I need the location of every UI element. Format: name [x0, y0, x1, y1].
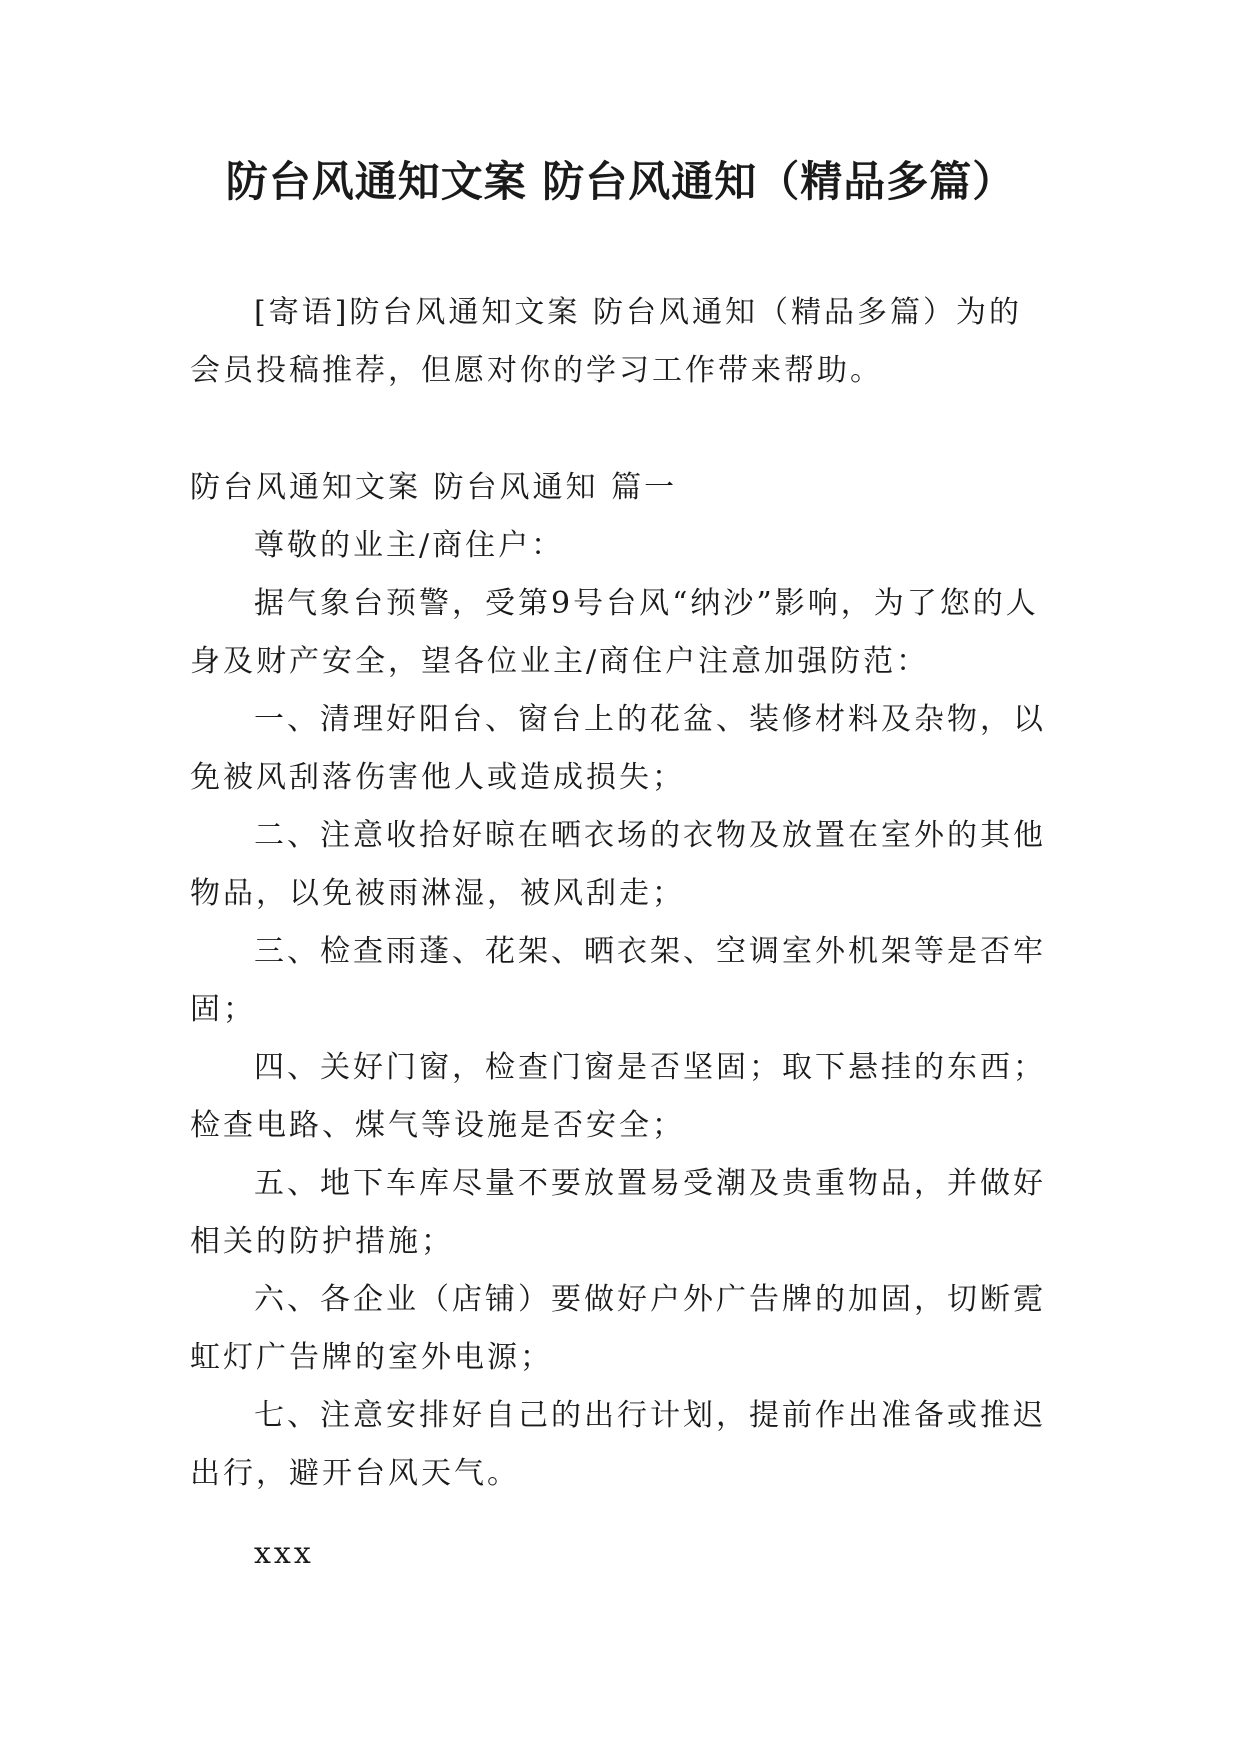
- body-paragraph: 三、检查雨蓬、花架、晒衣架、空调室外机架等是否牢固；: [190, 934, 1046, 1027]
- intro-block: [190, 284, 1052, 400]
- body-paragraph: 据气象台预警，受第9号台风“纳沙”影响，为了您的人身及财产安全，望各位业主/商住户注意加强防范：: [190, 586, 1039, 679]
- section-heading: 防台风通知文案 防台风通知 篇一: [190, 470, 678, 505]
- section-block: [190, 459, 1052, 1583]
- salutation: 尊敬的业主/商住户：: [254, 528, 565, 563]
- body-paragraph: 七、注意安排好自己的出行计划，提前作出准备或推迟出行，避开台风天气。: [190, 1398, 1046, 1491]
- body-paragraph: 六、各企业（店铺）要做好户外广告牌的加固，切断霓虹灯广告牌的室外电源；: [190, 1282, 1046, 1375]
- body-paragraph: 二、注意收拾好晾在晒衣场的衣物及放置在室外的其他物品，以免被雨淋湿，被风刮走；: [190, 818, 1046, 911]
- document-title: 防台风通知文案 防台风通知（精品多篇）: [225, 157, 1016, 206]
- body-paragraph: 五、地下车库尽量不要放置易受潮及贵重物品，并做好相关的防护措施；: [190, 1166, 1046, 1259]
- body-paragraph: 四、关好门窗，检查门窗是否坚固；取下悬挂的东西；检查电路、煤气等设施是否安全；: [190, 1050, 1046, 1143]
- body-paragraph: 一、清理好阳台、窗台上的花盆、装修材料及杂物，以免被风刮落伤害他人或造成损失；: [190, 702, 1046, 795]
- signature: xxx: [254, 1536, 314, 1571]
- intro-paragraph: [寄语]防台风通知文案 防台风通知（精品多篇）为的会员投稿推荐，但愿对你的学习工作带来帮助。: [190, 295, 1022, 388]
